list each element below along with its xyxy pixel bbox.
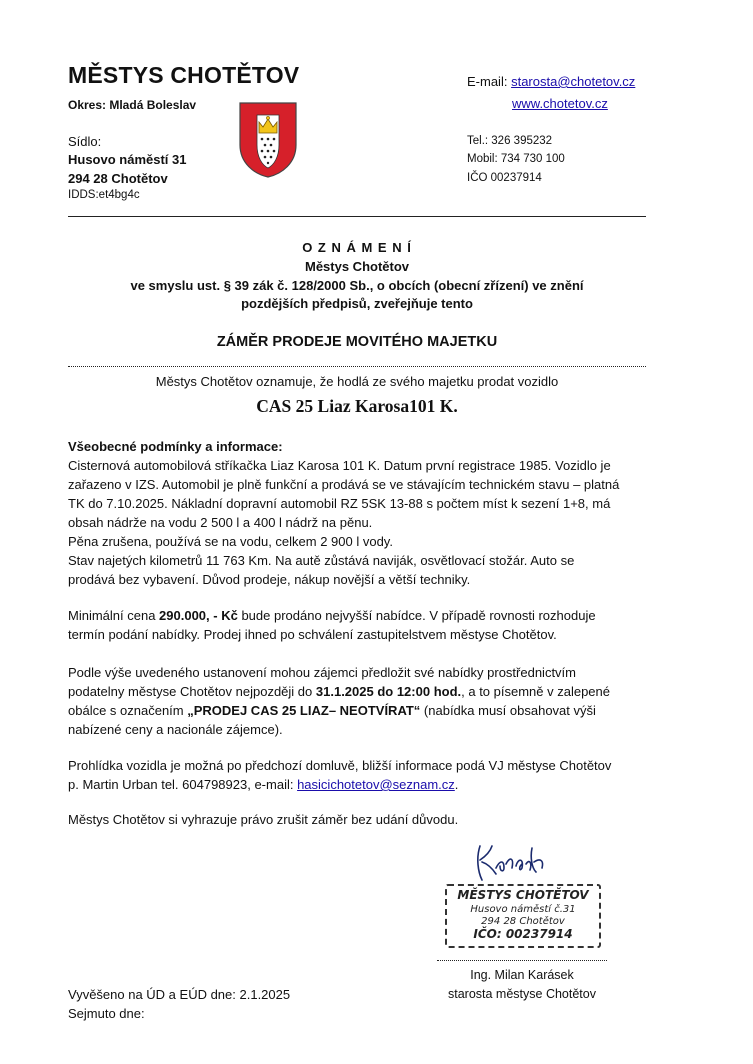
stamp-line: MĚSTYS CHOTĚTOV xyxy=(457,888,589,902)
price-line-2: termín podání nabídky. Prodej ihned po schválení zastupitelstvem městyse Chotětov. xyxy=(68,627,557,642)
price-text: bude prodáno nejvyšší nabídce. V případě rovnosti rozhoduje xyxy=(237,608,596,623)
telephone: Tel.: 326 395232 xyxy=(467,135,553,147)
visit-line-1: Prohlídka vozidla je možná po předchozí domluvě, bližší informace podá VJ městyse Chotětov xyxy=(68,758,612,773)
legal-line-2: pozdějších předpisů, zveřejňuje tento xyxy=(241,296,473,311)
stamp-line: IČO: 00237914 xyxy=(473,927,573,941)
email-label: E-mail: xyxy=(467,74,508,89)
mobile: Mobil: 734 730 100 xyxy=(467,153,565,165)
notice-heading: O Z N Á M E N Í xyxy=(302,240,412,255)
signer-role: starosta městyse Chotětov xyxy=(448,987,596,1001)
conditions-heading: Všeobecné podmínky a informace: xyxy=(68,439,283,454)
visit-section xyxy=(68,756,668,794)
notice-subject: ZÁMĚR PRODEJE MOVITÉHO MAJETKU xyxy=(216,334,498,350)
header-divider xyxy=(68,216,646,217)
dotted-divider xyxy=(68,366,646,367)
offer-text: (nabídka musí obsahovat výši xyxy=(420,703,596,718)
offer-text: podatelny městyse Chotětov nejpozději do xyxy=(68,684,316,699)
condition-line: Cisternová automobilová stříkačka Liaz Karosa 101 K. Datum první registrace 1985. Vozidlo je xyxy=(68,458,611,473)
signature-line xyxy=(437,960,607,961)
offer-text: obálce s označením xyxy=(68,703,188,718)
stamp-line: Husovo náměstí č.31 xyxy=(470,904,576,915)
offer-line-1: Podle výše uvedeného ustanovení mohou zájemci předložit své nabídky prostřednictvím xyxy=(68,665,577,680)
condition-line: zařazeno v IZS. Automobil je plně funkční a prodává se ve stávajícím technickém stavu – platná xyxy=(68,477,620,492)
price-text: Minimální cena xyxy=(68,608,160,623)
condition-line: prodává bez vybavení. Důvod prodeje, nákup novější a větší techniky. xyxy=(68,572,471,587)
condition-line: Pěna zrušena, používá se na vodu, celkem 2 900 l vody. xyxy=(68,534,393,549)
legal-line-1: ve smyslu ust. § 39 zák č. 128/2000 Sb., o obcích (obecní zřízení) ve znění xyxy=(130,278,584,293)
seat-label: Sídlo: xyxy=(68,134,102,149)
ico: IČO 00237914 xyxy=(467,172,542,184)
municipality-title: MĚSTYS CHOTĚTOV xyxy=(68,62,300,88)
stamp-line: 294 28 Chotětov xyxy=(481,916,565,927)
reserve-text: Městys Chotětov si vyhrazuje právo zrušit záměr bez udání důvodu. xyxy=(68,812,459,827)
price-value: 290.000, - Kč xyxy=(159,608,238,623)
visit-text: . xyxy=(454,777,459,792)
address-street: Husovo náměstí 31 xyxy=(68,152,187,167)
posted-date: Vyvěšeno na ÚD a EÚD dne: 2.1.2025 xyxy=(68,987,291,1002)
price-section xyxy=(68,606,668,644)
offer-deadline: 31.1.2025 do 12:00 hod. xyxy=(315,684,462,699)
vehicle-name: CAS 25 Liaz Karosa101 K. xyxy=(256,396,458,416)
offer-line-4: nabízené ceny a nacionále zájemce). xyxy=(68,722,283,737)
offer-text: , a to písemně v zalepené xyxy=(461,684,610,699)
condition-line: Stav najetých kilometrů 11 763 Km. Na autě zůstává naviják, osvětlovací stožár. Auto se xyxy=(68,553,575,568)
website-link[interactable]: www.chotetov.cz xyxy=(512,96,608,111)
official-stamp xyxy=(445,884,601,948)
email-link[interactable]: starosta@chotetov.cz xyxy=(511,74,636,89)
signer-name: Ing. Milan Karásek xyxy=(470,968,574,982)
condition-line: obsah nádrže na vodu 2 500 l a 400 l nádrž na pěnu. xyxy=(68,515,373,530)
coat-of-arms-icon xyxy=(238,101,298,179)
notice-intro: Městys Chotětov oznamuje, že hodlá ze svého majetku prodat vozidlo xyxy=(155,374,559,389)
reserve-statement xyxy=(68,810,668,829)
removed-date: Sejmuto dne: xyxy=(68,1006,145,1021)
offer-envelope-label: „PRODEJ CAS 25 LIAZ– NEOTVÍRAT“ xyxy=(187,703,421,718)
visit-email-link[interactable]: hasicichotetov@seznam.cz xyxy=(297,777,455,792)
address-city: 294 28 Chotětov xyxy=(68,171,168,186)
offer-section xyxy=(68,663,668,739)
email-row xyxy=(467,74,635,89)
notice-issuer: Městys Chotětov xyxy=(304,259,410,274)
idds: IDDS:et4bg4c xyxy=(68,189,140,201)
condition-line: TK do 7.10.2025. Nákladní dopravní automobil RZ 5SK 13-88 s počtem míst k sezení 1+8, má xyxy=(68,496,611,511)
signature xyxy=(470,838,560,884)
visit-text: p. Martin Urban tel. 604798923, e-mail: xyxy=(68,777,298,792)
district: Okres: Mladá Boleslav xyxy=(68,98,197,112)
conditions-section xyxy=(68,437,668,589)
